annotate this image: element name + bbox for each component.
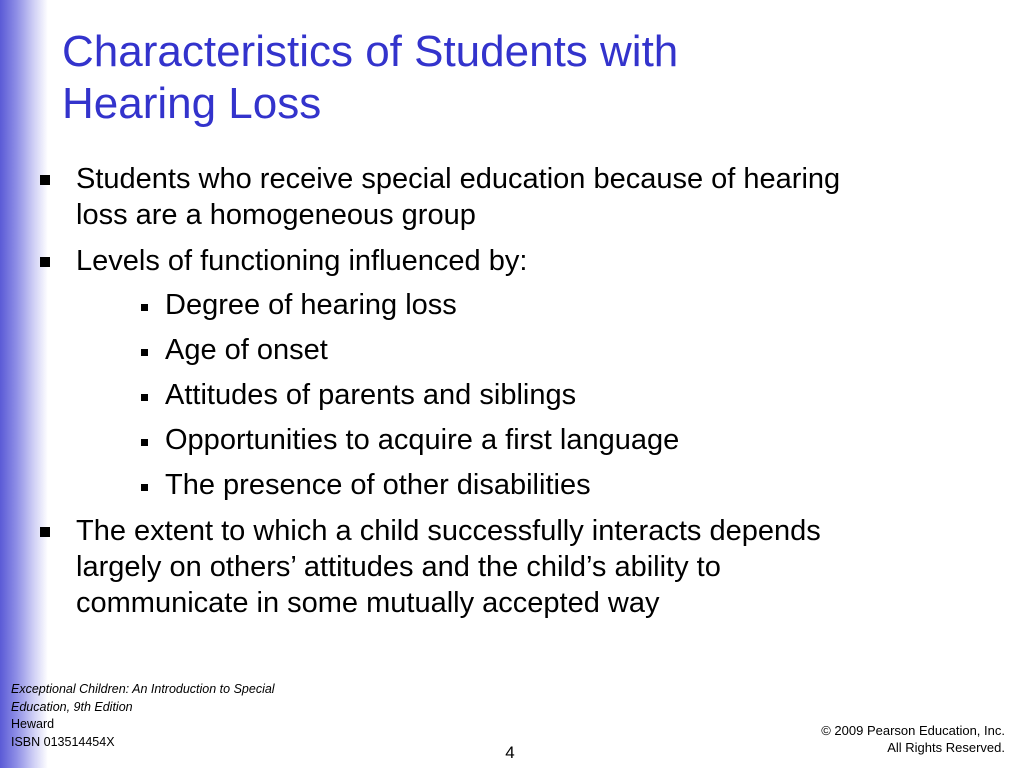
book-citation <box>11 681 341 751</box>
sub-bullet-text: The presence of other disabilities <box>165 469 591 501</box>
book-title-line: Exceptional Children: An Introduction to Special <box>11 682 275 696</box>
bullet-text: Students who receive special education because of hearing <box>76 163 841 195</box>
book-title-line: Education, 9th Edition <box>11 699 133 714</box>
copyright-text: © 2009 Pearson Education, Inc. <box>821 723 1005 738</box>
sub-bullet-item <box>165 287 985 323</box>
bullet-item <box>76 513 996 621</box>
bullet-text: Levels of functioning influenced by: <box>76 245 528 277</box>
bullet-text: communicate in some mutually accepted way <box>76 587 660 619</box>
rights-text: All Rights Reserved. <box>887 740 1005 755</box>
square-bullet-icon <box>141 394 148 401</box>
sub-bullet-text: Attitudes of parents and siblings <box>165 379 577 411</box>
slide-title-line: Hearing Loss <box>62 79 322 128</box>
slide-title-line: Characteristics of Students with <box>62 27 679 76</box>
sub-bullet-item <box>165 377 985 413</box>
sub-bullet-item <box>165 332 985 368</box>
bullet-item <box>76 161 996 233</box>
square-bullet-icon <box>40 257 50 267</box>
bullet-text: loss are a homogeneous group <box>76 199 476 231</box>
copyright-notice <box>705 722 1005 756</box>
book-isbn: ISBN 013514454X <box>11 734 115 749</box>
sub-bullet-text: Degree of hearing loss <box>165 289 457 321</box>
page-number-text: 4 <box>505 743 515 762</box>
square-bullet-icon <box>141 304 148 311</box>
square-bullet-icon <box>40 527 50 537</box>
square-bullet-icon <box>141 349 148 356</box>
sub-bullet-item <box>165 422 985 458</box>
bullet-text: largely on others’ attitudes and the child’s ability to <box>76 551 721 583</box>
book-author: Heward <box>11 717 55 731</box>
bullet-text: The extent to which a child successfully interacts depends <box>76 515 821 547</box>
square-bullet-icon <box>40 175 50 185</box>
square-bullet-icon <box>141 484 148 491</box>
square-bullet-icon <box>141 439 148 446</box>
bullet-item <box>76 243 996 279</box>
sub-bullet-text: Opportunities to acquire a first language <box>165 424 680 456</box>
sub-bullet-item <box>165 467 985 503</box>
sub-bullet-text: Age of onset <box>165 334 328 366</box>
